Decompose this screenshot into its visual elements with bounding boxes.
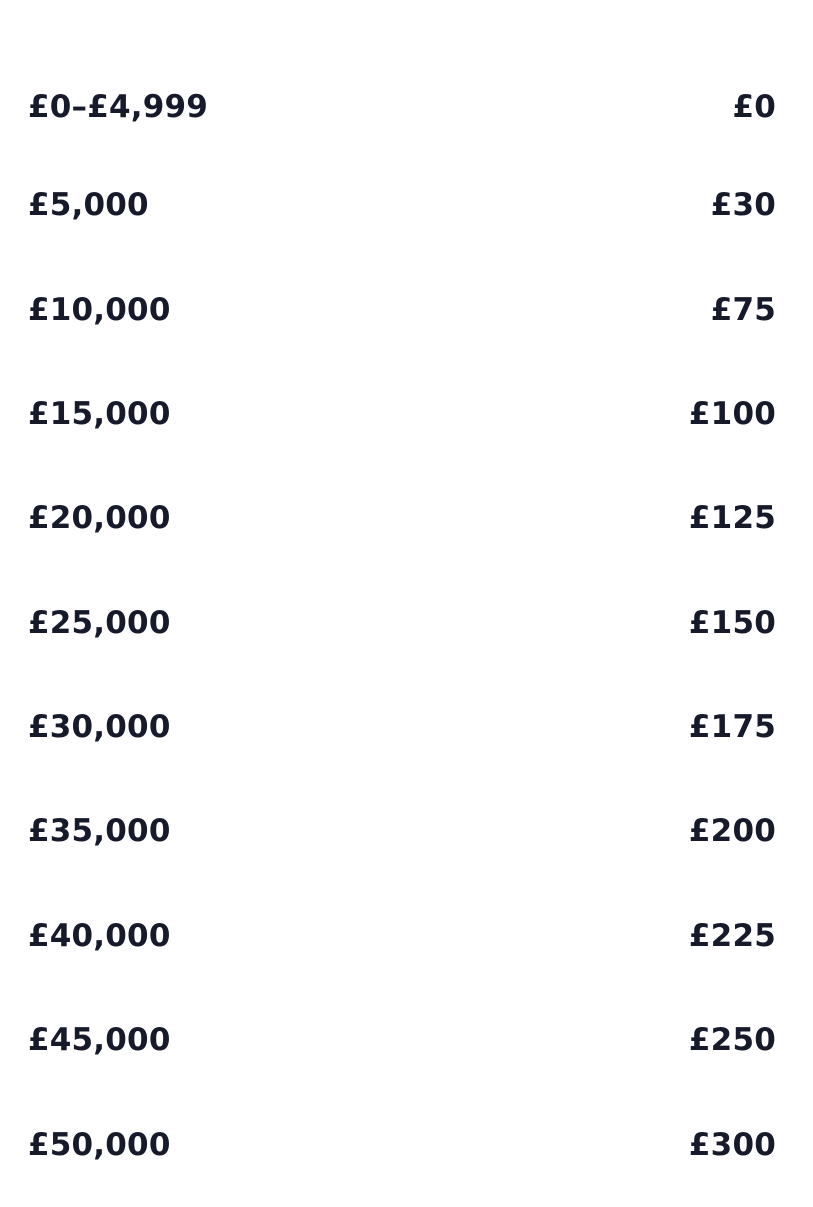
table-row xyxy=(28,912,776,960)
table-row xyxy=(28,390,776,438)
price-value: £300 xyxy=(688,1126,776,1163)
table-row xyxy=(28,1121,776,1169)
table-row xyxy=(28,494,776,542)
table-row xyxy=(28,181,776,229)
table-row xyxy=(28,286,776,334)
price-value: £225 xyxy=(688,917,776,954)
price-value: £0 xyxy=(732,88,776,125)
price-value: £30 xyxy=(710,186,776,223)
amount-label: £45,000 xyxy=(28,1021,171,1058)
amount-label: £0–£4,999 xyxy=(28,88,209,125)
price-value: £125 xyxy=(688,499,776,536)
amount-label: £30,000 xyxy=(28,708,171,745)
table-row xyxy=(28,807,776,855)
price-value: £75 xyxy=(710,291,776,328)
price-value: £100 xyxy=(688,395,776,432)
table-row xyxy=(28,83,776,131)
table-row xyxy=(28,1016,776,1064)
amount-label: £10,000 xyxy=(28,291,171,328)
price-value: £200 xyxy=(688,812,776,849)
price-value: £175 xyxy=(688,708,776,745)
table-row xyxy=(28,703,776,751)
amount-label: £20,000 xyxy=(28,499,171,536)
amount-label: £50,000 xyxy=(28,1126,171,1163)
price-value: £150 xyxy=(688,604,776,641)
amount-label: £5,000 xyxy=(28,186,149,223)
amount-label: £15,000 xyxy=(28,395,171,432)
table-row xyxy=(28,599,776,647)
amount-label: £35,000 xyxy=(28,812,171,849)
amount-label: £40,000 xyxy=(28,917,171,954)
price-value: £250 xyxy=(688,1021,776,1058)
amount-label: £25,000 xyxy=(28,604,171,641)
